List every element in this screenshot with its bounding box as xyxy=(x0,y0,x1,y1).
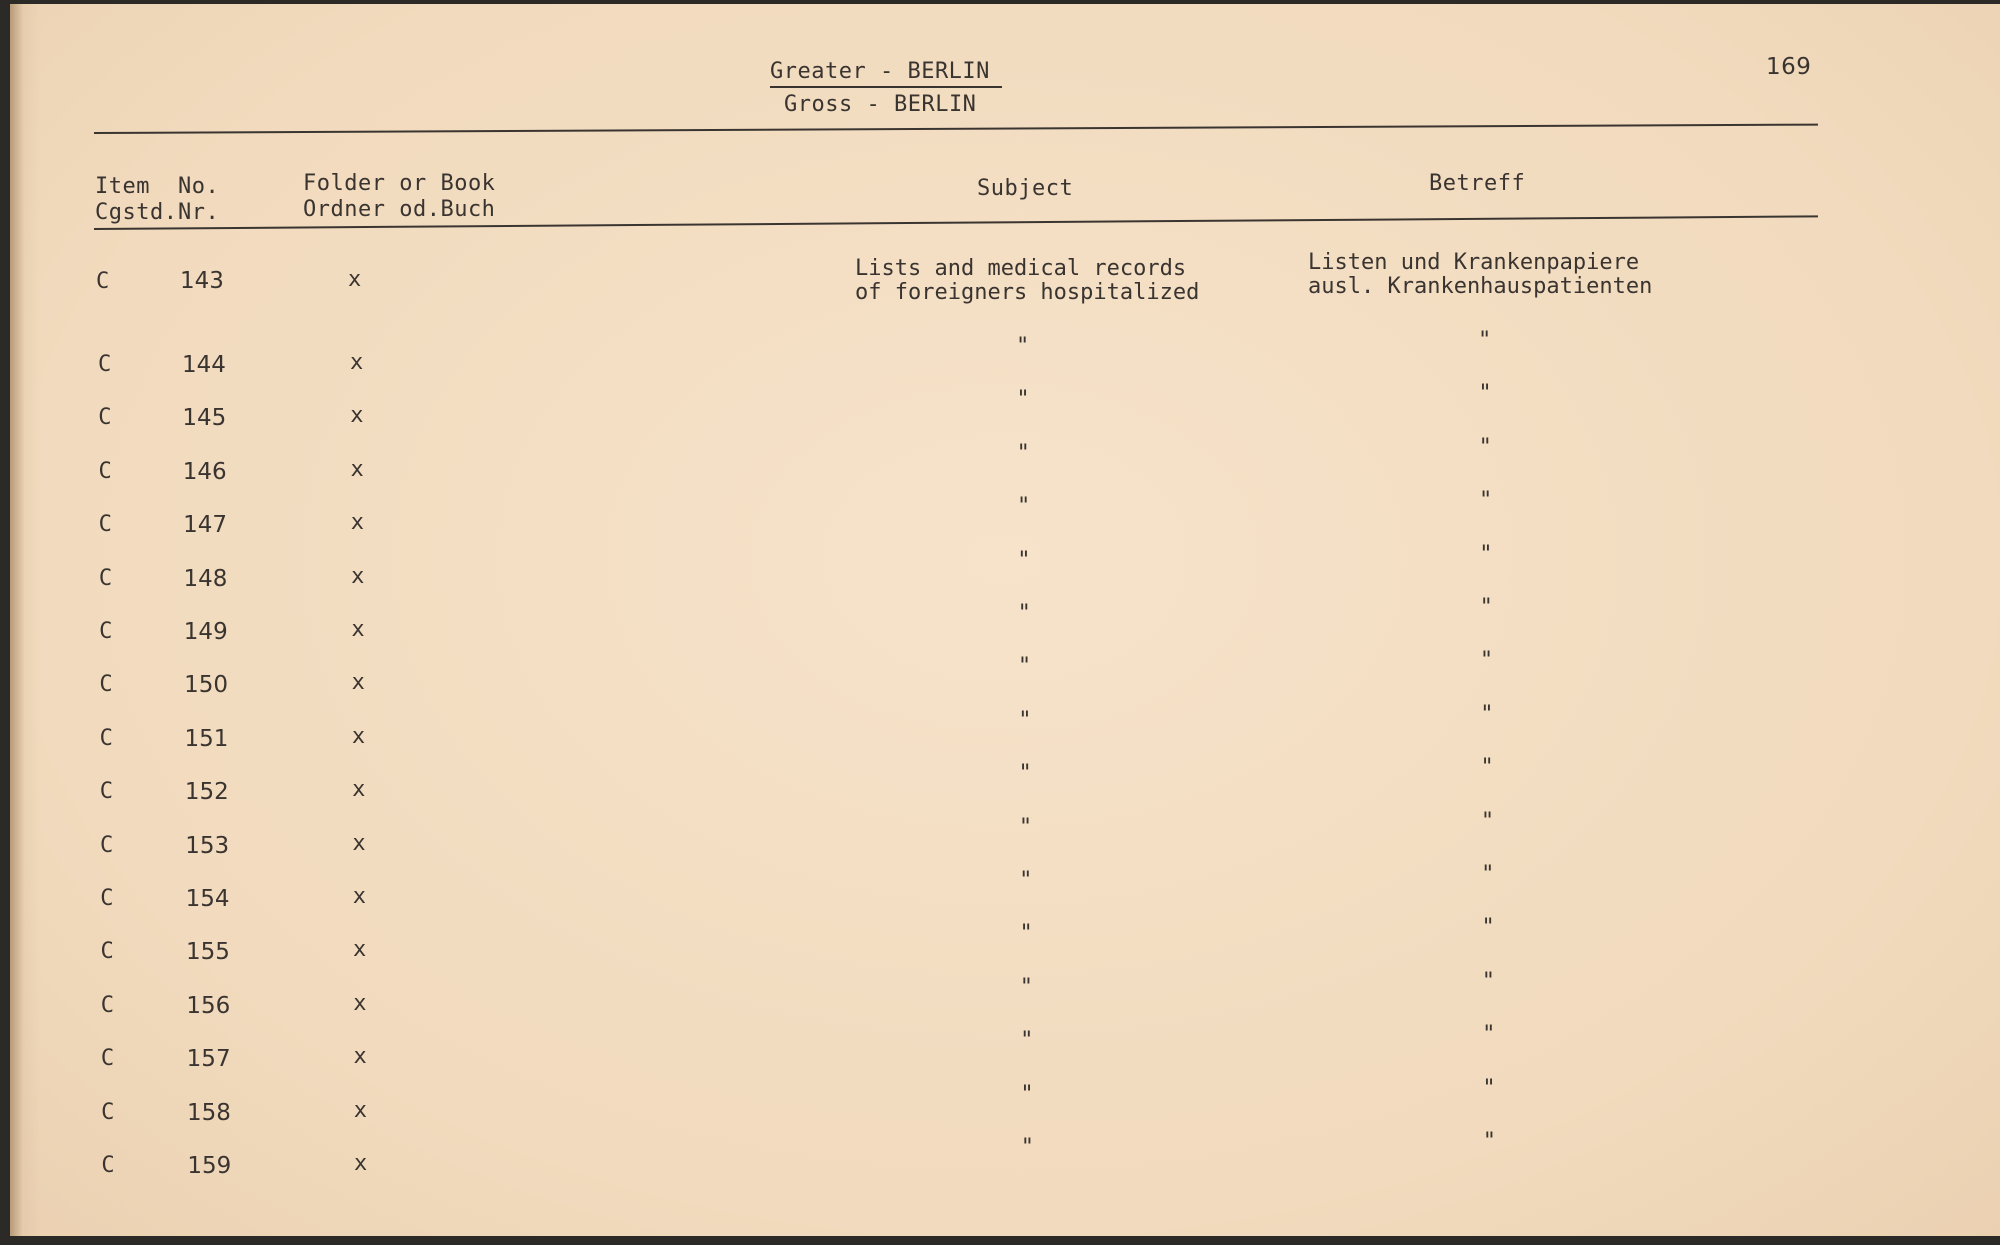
cell-number: 154 xyxy=(185,886,230,912)
cell-betreff-ditto: " xyxy=(1482,1075,1496,1101)
cell-subject-ditto: " xyxy=(1016,494,1031,520)
cell-number: 159 xyxy=(187,1153,232,1179)
cell-subject-ditto: " xyxy=(1020,1028,1034,1054)
book-spine-shadow xyxy=(10,4,24,1236)
col-header-folder-en: Folder or Book xyxy=(303,171,496,196)
cell-folder: x xyxy=(353,990,367,1016)
cell-folder: x xyxy=(351,723,366,749)
cell-folder: x xyxy=(352,884,366,909)
cell-betreff-ditto: " xyxy=(1480,755,1494,781)
cell-number: 153 xyxy=(185,832,230,859)
cell-number: 157 xyxy=(186,1046,231,1073)
cell-folder: x xyxy=(348,267,362,292)
cell-betreff-line2: ausl. Krankenhauspatienten xyxy=(1308,274,1653,299)
cell-subject-ditto: " xyxy=(1017,654,1032,680)
cell-folder: x xyxy=(351,563,365,589)
cell-subject-line1: Lists and medical records xyxy=(855,256,1187,281)
page-title-english: Greater - BERLIN xyxy=(770,59,990,84)
cell-folder: x xyxy=(350,510,365,536)
cell-item: C xyxy=(99,779,114,805)
cell-item: C xyxy=(98,512,112,538)
cell-subject-ditto: " xyxy=(1020,1081,1034,1107)
col-header-no: No. xyxy=(178,174,220,199)
cell-item: C xyxy=(98,565,113,591)
cell-betreff-ditto: " xyxy=(1482,1129,1496,1154)
cell-subject-ditto: " xyxy=(1019,974,1034,1000)
cell-number: 145 xyxy=(182,405,227,432)
cell-folder: x xyxy=(351,670,365,696)
cell-betreff-ditto: " xyxy=(1480,808,1495,834)
col-header-nr: Nr. xyxy=(178,200,220,225)
cell-item: C xyxy=(100,886,114,911)
cell-betreff-ditto: " xyxy=(1482,1022,1496,1048)
cell-subject-ditto: " xyxy=(1018,761,1032,787)
cell-betreff-ditto: " xyxy=(1478,488,1493,514)
cell-folder: x xyxy=(354,1151,368,1176)
cell-folder: x xyxy=(353,1044,367,1070)
cell-folder: x xyxy=(351,617,365,642)
cell-subject-ditto: " xyxy=(1016,440,1030,466)
title-underline xyxy=(770,86,1002,88)
cell-subject-ditto: " xyxy=(1017,547,1031,573)
cell-item: C xyxy=(101,1099,115,1125)
cell-number: 151 xyxy=(184,725,229,752)
cell-betreff-ditto: " xyxy=(1478,381,1492,407)
cell-number: 147 xyxy=(183,512,227,539)
cell-folder: x xyxy=(350,403,364,429)
cell-folder: x xyxy=(352,777,366,803)
cell-item: C xyxy=(101,1153,115,1178)
cell-number: 148 xyxy=(183,565,228,592)
cell-subject-ditto: " xyxy=(1016,334,1030,359)
cell-item: C xyxy=(99,619,113,644)
cell-betreff-ditto: " xyxy=(1479,541,1493,567)
cell-item: C xyxy=(100,1046,115,1072)
cell-subject-line2: of foreigners hospitalized xyxy=(855,280,1200,305)
cell-number: 143 xyxy=(180,268,224,294)
cell-betreff-ditto: " xyxy=(1481,915,1495,941)
col-header-folder-de: Ordner od.Buch xyxy=(303,197,496,222)
cell-folder: x xyxy=(352,830,366,856)
cell-subject-ditto: " xyxy=(1019,921,1033,947)
cell-betreff-ditto: " xyxy=(1478,434,1492,460)
col-header-subject: Subject xyxy=(977,176,1074,201)
cell-folder: x xyxy=(350,456,364,482)
cell-item: C xyxy=(98,405,112,431)
cell-betreff-ditto: " xyxy=(1478,328,1492,353)
cell-item: C xyxy=(99,672,113,698)
cell-subject-ditto: " xyxy=(1018,707,1032,733)
cell-number: 150 xyxy=(184,672,229,699)
col-header-item: Item xyxy=(95,174,150,199)
cell-folder: x xyxy=(353,1097,368,1123)
cell-folder: x xyxy=(352,937,367,963)
cell-number: 149 xyxy=(183,619,228,645)
cell-item: C xyxy=(100,832,114,858)
col-header-cgstd: Cgstd. xyxy=(95,200,178,225)
cell-item: C xyxy=(99,725,113,751)
cell-betreff-ditto: " xyxy=(1481,862,1495,887)
cell-betreff-ditto: " xyxy=(1479,648,1494,674)
cell-betreff-ditto: " xyxy=(1480,701,1494,727)
cell-number: 144 xyxy=(182,352,226,378)
cell-betreff-ditto: " xyxy=(1479,595,1493,620)
cell-number: 155 xyxy=(185,939,230,966)
cell-item: C xyxy=(100,939,114,965)
cell-subject-ditto: " xyxy=(1018,814,1033,840)
cell-number: 156 xyxy=(186,992,231,1019)
page-number: 169 xyxy=(1766,54,1812,80)
cell-subject-ditto: " xyxy=(1017,601,1031,626)
cell-betreff-line1: Listen und Krankenpapiere xyxy=(1308,250,1640,275)
cell-folder: x xyxy=(350,350,364,375)
cell-number: 146 xyxy=(182,458,227,485)
cell-number: 152 xyxy=(184,779,229,806)
document-page xyxy=(10,4,2000,1236)
page-title-german: Gross - BERLIN xyxy=(784,92,977,117)
cell-item: C xyxy=(98,352,112,377)
cell-item: C xyxy=(98,458,112,484)
cell-betreff-ditto: " xyxy=(1481,968,1496,994)
header-top-rule xyxy=(94,124,1818,134)
cell-item: C xyxy=(96,269,110,294)
cell-number: 158 xyxy=(187,1099,231,1126)
cell-subject-ditto: " xyxy=(1020,1135,1034,1160)
cell-subject-ditto: " xyxy=(1016,387,1030,413)
col-header-betreff: Betreff xyxy=(1429,171,1526,196)
cell-item: C xyxy=(100,992,114,1018)
cell-subject-ditto: " xyxy=(1019,868,1033,893)
